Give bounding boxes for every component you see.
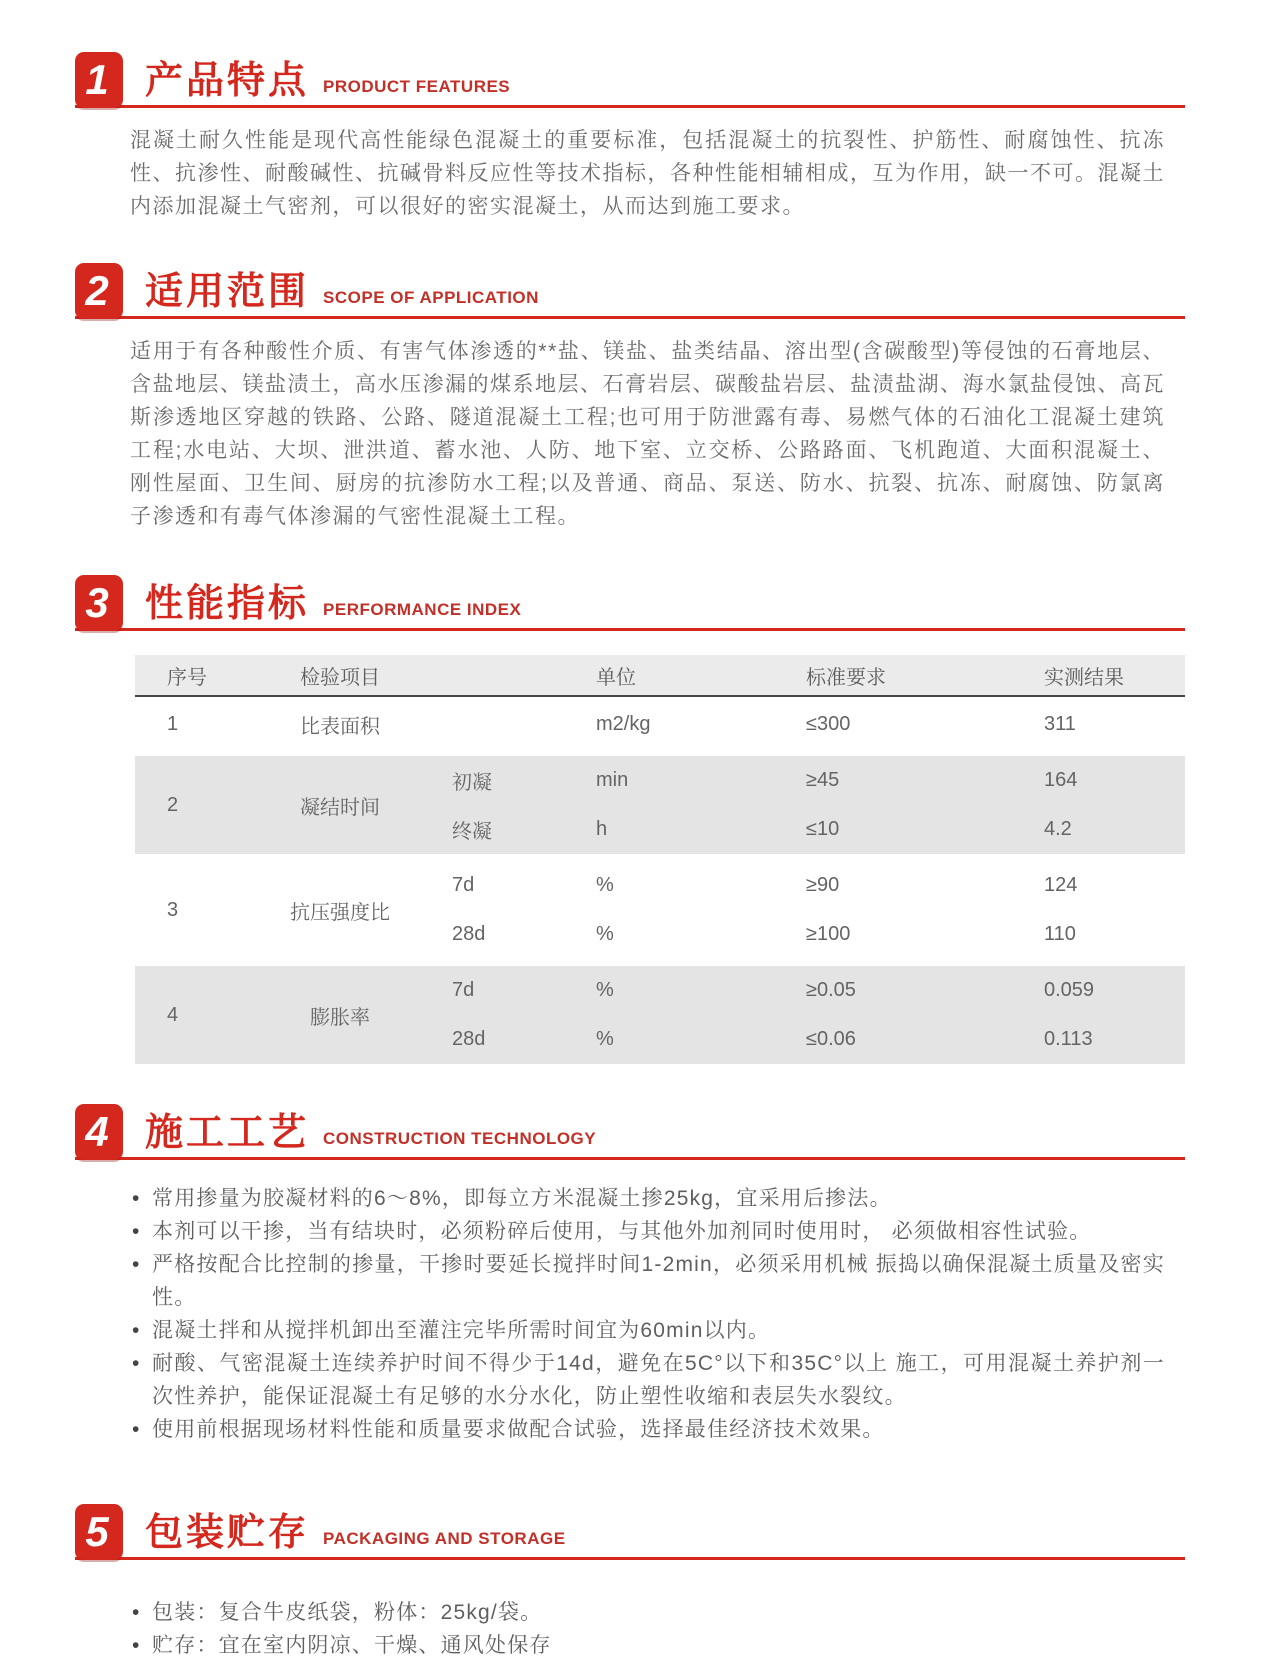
- cell-no: 1: [167, 712, 179, 735]
- construction-step: • 常用掺量为胶凝材料的6～8%，即每立方米混凝土掺25kg，宜采用后掺法。: [130, 1182, 1165, 1215]
- cell-item: 比表面积: [300, 715, 380, 738]
- section-2-number-badge: [75, 263, 123, 319]
- section-3-header: [75, 575, 1185, 631]
- section-4-title-zh: 施工工艺: [145, 1112, 310, 1155]
- cell-item: 抗压强度比: [290, 901, 390, 924]
- construction-steps-list: [130, 1182, 1165, 1446]
- section-1-title-zh: 产品特点: [145, 60, 310, 103]
- cell-result: 0.059: [1044, 979, 1095, 1001]
- table-row: [135, 861, 1185, 959]
- performance-table: [135, 655, 1185, 1064]
- section-4-number: 4: [85, 1108, 109, 1155]
- cell-standard: ≤10: [806, 818, 840, 840]
- construction-step: • 混凝土拌和从搅拌机卸出至灌注完毕所需时间宜为60min以内。: [130, 1314, 1165, 1347]
- section-2-number: 2: [85, 267, 109, 314]
- performance-table-header-row: [135, 655, 1185, 697]
- col-header-no: 序号: [167, 666, 207, 689]
- section-4-number-badge: [75, 1104, 123, 1160]
- section-3-number-badge: [75, 575, 123, 631]
- section-1-number: 1: [85, 56, 109, 103]
- cell-unit: min: [596, 769, 629, 791]
- cell-standard: ≥100: [806, 923, 851, 945]
- cell-sub: 28d: [452, 1028, 486, 1050]
- cell-result: 164: [1044, 769, 1078, 791]
- cell-unit: %: [596, 1028, 614, 1050]
- section-5-title-en: PACKAGING AND STORAGE: [323, 1529, 566, 1548]
- storage-item: • 贮存：宜在室内阴凉、干燥、通风处保存: [130, 1629, 1165, 1662]
- cell-standard: ≥90: [806, 874, 840, 896]
- section-5-title-zh: 包装贮存: [145, 1512, 310, 1555]
- cell-unit: %: [596, 874, 614, 896]
- cell-unit: %: [596, 923, 614, 945]
- cell-item: 膨胀率: [310, 1006, 370, 1029]
- construction-step: • 本剂可以干掺，当有结块时，必须粉碎后使用，与其他外加剂同时使用时， 必须做相容性试验。: [130, 1215, 1165, 1248]
- cell-unit: m2/kg: [596, 712, 651, 735]
- section-construction-technology: [75, 1104, 1185, 1446]
- cell-item: 凝结时间: [300, 796, 380, 819]
- col-header-result: 实测结果: [1044, 666, 1124, 689]
- section-2-header: [75, 263, 1185, 319]
- table-row: [135, 966, 1185, 1064]
- cell-unit: h: [596, 818, 608, 840]
- cell-sub: 7d: [452, 874, 475, 896]
- table-row: [135, 756, 1185, 854]
- cell-standard: ≥45: [806, 769, 840, 791]
- section-3-number: 3: [85, 579, 109, 626]
- construction-step: • 严格按配合比控制的掺量，干掺时要延长搅拌时间1-2min，必须采用机械 振捣以确保混凝土质量及密实性。: [130, 1248, 1165, 1314]
- construction-step: • 耐酸、气密混凝土连续养护时间不得少于14d，避免在5C°以下和35C°以上 施工，可用混凝土养护剂一次性养护，能保证混凝土有足够的水分水化，防止塑性收缩和表层失水裂纹。: [130, 1347, 1165, 1413]
- section-1-number-badge: [75, 52, 123, 108]
- section-3-title-zh: 性能指标: [145, 583, 310, 626]
- packaging-storage-list: [130, 1596, 1165, 1662]
- section-5-number: 5: [85, 1508, 109, 1555]
- section-4-title-en: CONSTRUCTION TECHNOLOGY: [323, 1129, 597, 1148]
- col-header-unit: 单位: [596, 666, 636, 689]
- packaging-item: • 包装：复合牛皮纸袋，粉体：25kg/袋。: [130, 1596, 1165, 1629]
- section-5-header: [75, 1504, 1185, 1560]
- section-2-title-zh: 适用范围: [145, 271, 310, 314]
- section-packaging-storage: [75, 1504, 1185, 1662]
- cell-standard: ≤300: [806, 712, 851, 735]
- cell-result: 311: [1044, 712, 1076, 735]
- section-3-title-en: PERFORMANCE INDEX: [323, 600, 522, 619]
- cell-unit: %: [596, 979, 614, 1001]
- cell-no: 4: [167, 1003, 179, 1026]
- section-1-title-en: PRODUCT FEATURES: [323, 77, 511, 96]
- cell-standard: ≥0.05: [806, 979, 856, 1001]
- cell-standard: ≤0.06: [806, 1028, 856, 1050]
- product-features-paragraph: 混凝土耐久性能是现代高性能绿色混凝土的重要标准，包括混凝土的抗裂性、护筋性、耐腐蚀性、抗冻性、抗渗性、耐酸碱性、抗碱骨料反应性等技术指标，各种性能相辅相成，互为作用，缺一不可。混凝土内添加混凝土气密剂，可以很好的密实混凝土，从而达到施工要求。: [130, 129, 1165, 218]
- section-1-header: [75, 52, 1185, 108]
- cell-sub: 初凝: [452, 772, 492, 794]
- section-scope-of-application: [75, 263, 1185, 533]
- construction-step: • 使用前根据现场材料性能和质量要求做配合试验，选择最佳经济技术效果。: [130, 1413, 1165, 1446]
- col-header-item: 检验项目: [300, 666, 380, 689]
- cell-sub: 7d: [452, 979, 475, 1001]
- cell-no: 2: [167, 793, 179, 816]
- col-header-standard: 标准要求: [806, 666, 886, 689]
- cell-result: 110: [1044, 923, 1076, 945]
- cell-result: 0.113: [1044, 1028, 1093, 1050]
- section-4-header: [75, 1104, 1185, 1160]
- cell-result: 124: [1044, 874, 1078, 896]
- cell-no: 3: [167, 898, 179, 921]
- scope-paragraph: 适用于有各种酸性介质、有害气体渗透的**盐、镁盐、盐类结晶、溶出型(含碳酸型)等侵蚀的石膏地层、含盐地层、镁盐渍土，高水压渗漏的煤系地层、石膏岩层、碳酸盐岩层、盐渍盐湖、海水氯盐侵蚀、高瓦斯渗透地区穿越的铁路、公路、隧道混凝土工程;也可用于防泄露有毒、易燃气体的石油化工混凝土建筑工程;水电站、大坝、泄洪道、蓄水池、人防、地下室、立交桥、公路路面、飞机跑道、大面积混凝土、刚性屋面、卫生间、厨房的抗渗防水工程;以及普通、商品、泵送、防水、抗裂、抗冻、耐腐蚀、防氯离子渗透和有毒气体渗漏的气密性混凝土工程。: [130, 340, 1165, 528]
- section-performance-index: [75, 575, 1185, 1064]
- section-product-features: [75, 52, 1185, 223]
- section-5-number-badge: [75, 1504, 123, 1560]
- section-2-title-en: SCOPE OF APPLICATION: [323, 288, 539, 307]
- table-row: [135, 699, 1185, 749]
- cell-result: 4.2: [1044, 818, 1072, 840]
- cell-sub: 终凝: [452, 821, 492, 843]
- cell-sub: 28d: [452, 923, 486, 945]
